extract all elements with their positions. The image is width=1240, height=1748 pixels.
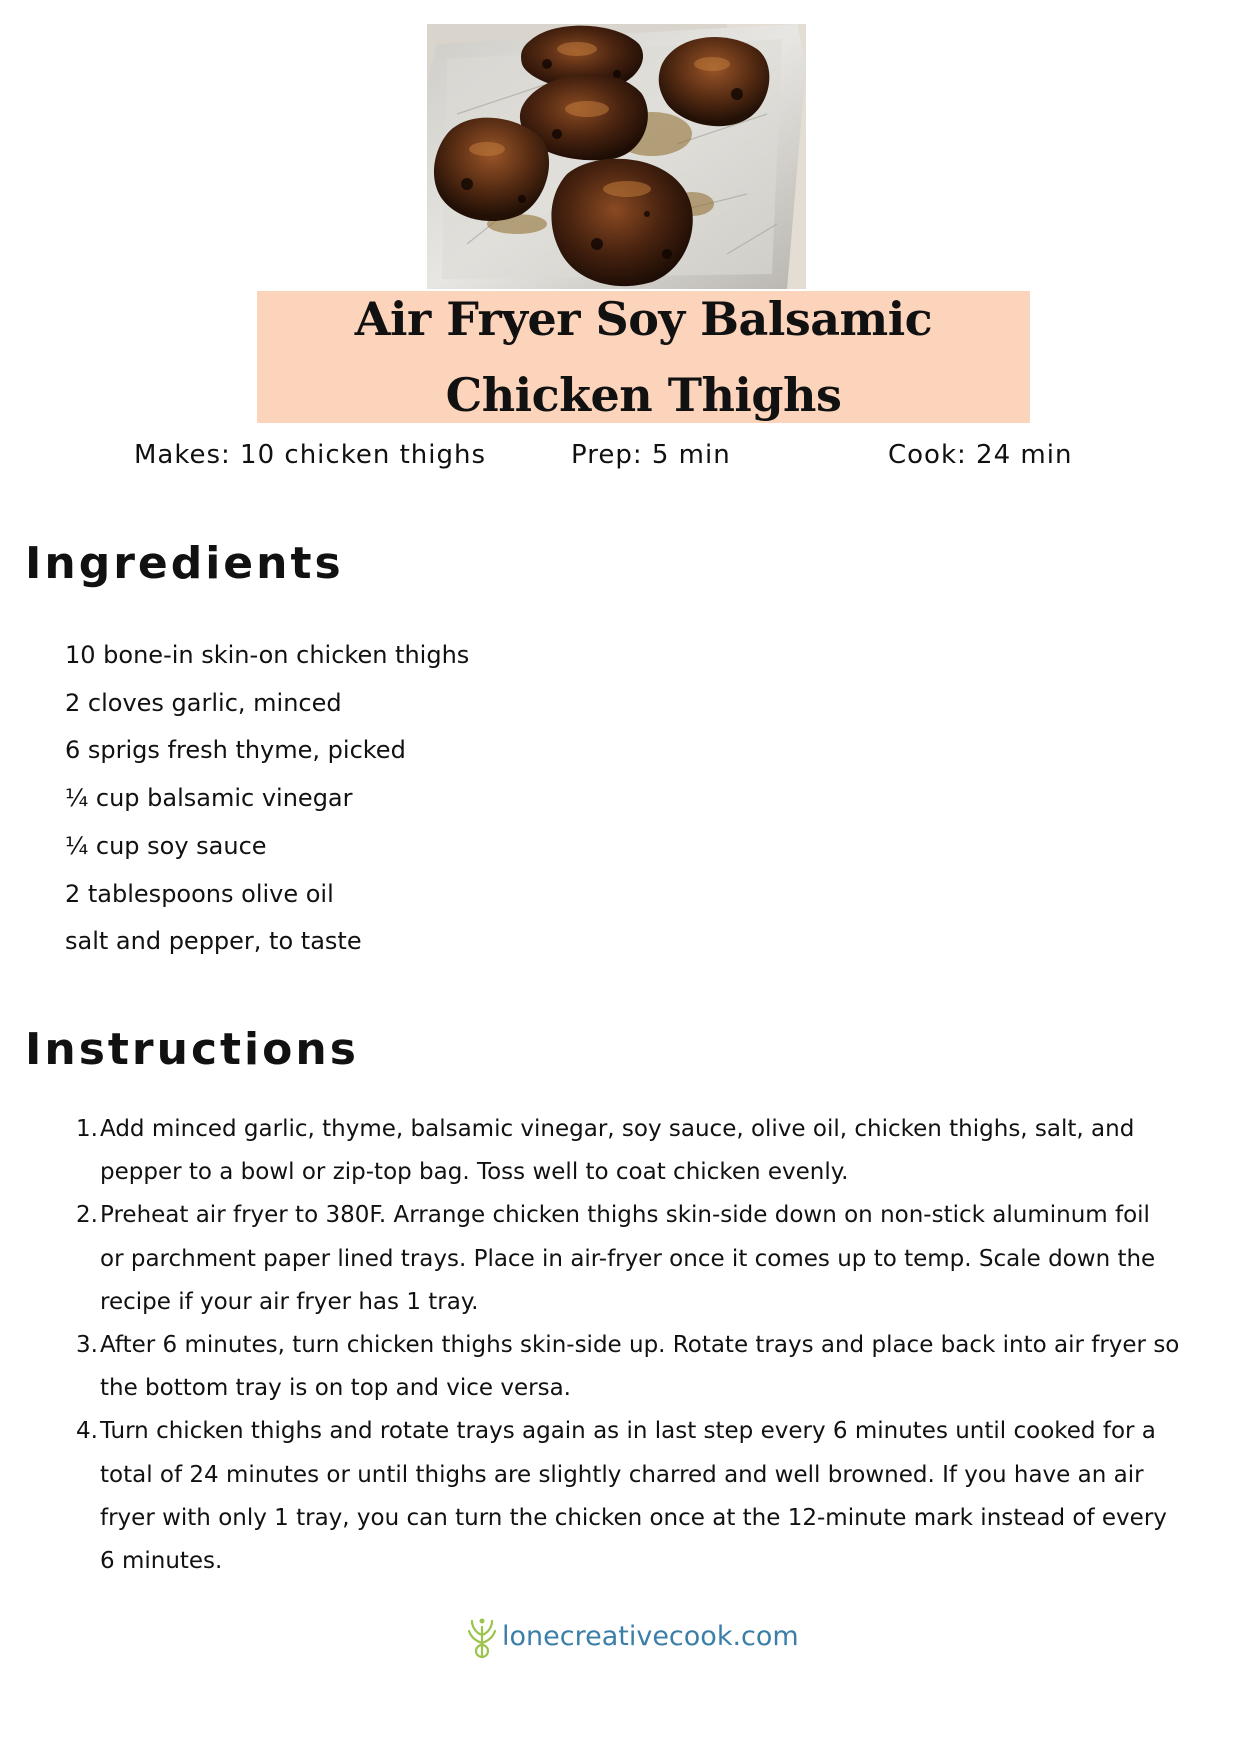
step-number: 4. bbox=[76, 1418, 98, 1445]
recipe-title-line-1: Air Fryer Soy Balsamic bbox=[354, 292, 933, 346]
instruction-step bbox=[76, 1108, 1180, 1194]
chicken-thighs-photo bbox=[427, 24, 806, 289]
step-text: Preheat air fryer to 380F. Arrange chicken thighs skin-side down on non-stick aluminum foil or parchment paper lined trays. Place in air-fryer once it comes up to temp. Scale down the recipe if your air fryer has 1 tray. bbox=[100, 1202, 1156, 1315]
step-number: 3. bbox=[76, 1332, 98, 1359]
step-number: 1. bbox=[76, 1116, 98, 1142]
instruction-step bbox=[76, 1194, 1180, 1324]
ingredient-item: ¼ cup soy sauce bbox=[65, 831, 267, 860]
recipe-title-line-2: Chicken Thighs bbox=[445, 368, 842, 422]
step-text: Turn chicken thighs and rotate trays again as in last step every 6 minutes until cooked for a total of 24 minutes or until thighs are slightly charred and well browned. If you have an air fryer with only 1 tray, you can turn the chicken once at the 12-minute mark instead of every 6 minutes. bbox=[100, 1418, 1167, 1575]
step-text: After 6 minutes, turn chicken thighs skin-side up. Rotate trays and place back into air fryer so the bottom tray is on top and vice versa. bbox=[100, 1332, 1180, 1402]
instructions-heading: Instructions bbox=[25, 1024, 359, 1075]
site-url[interactable]: lonecreativecook.com bbox=[502, 1620, 799, 1652]
recipe-photo bbox=[427, 24, 806, 289]
makes-yield: Makes: 10 chicken thighs bbox=[134, 440, 486, 470]
ingredient-item: 10 bone-in skin-on chicken thighs bbox=[65, 641, 470, 669]
prep-time: Prep: 5 min bbox=[571, 440, 731, 470]
instruction-steps bbox=[76, 1108, 1180, 1583]
ingredients-heading: Ingredients bbox=[25, 538, 344, 589]
ingredient-item: 6 sprigs fresh thyme, picked bbox=[65, 736, 406, 765]
instruction-step bbox=[76, 1324, 1180, 1410]
ingredient-item: 2 tablespoons olive oil bbox=[65, 879, 334, 908]
step-text: Add minced garlic, thyme, balsamic vinegar, soy sauce, olive oil, chicken thighs, salt, and pepper to a bowl or zip-top bag. Toss well to coat chicken evenly. bbox=[100, 1116, 1135, 1186]
step-number: 2. bbox=[76, 1202, 98, 1229]
instruction-step bbox=[76, 1410, 1180, 1583]
ingredient-item: ¼ cup balsamic vinegar bbox=[65, 784, 353, 813]
ingredient-item: 2 cloves garlic, minced bbox=[65, 688, 342, 717]
site-footer bbox=[466, 1613, 799, 1659]
recipe-title-band bbox=[257, 291, 1030, 423]
ingredient-list bbox=[65, 632, 469, 966]
ingredient-item: salt and pepper, to taste bbox=[65, 927, 362, 956]
sprout-logo-icon bbox=[466, 1613, 498, 1659]
cook-time: Cook: 24 min bbox=[888, 440, 1073, 470]
